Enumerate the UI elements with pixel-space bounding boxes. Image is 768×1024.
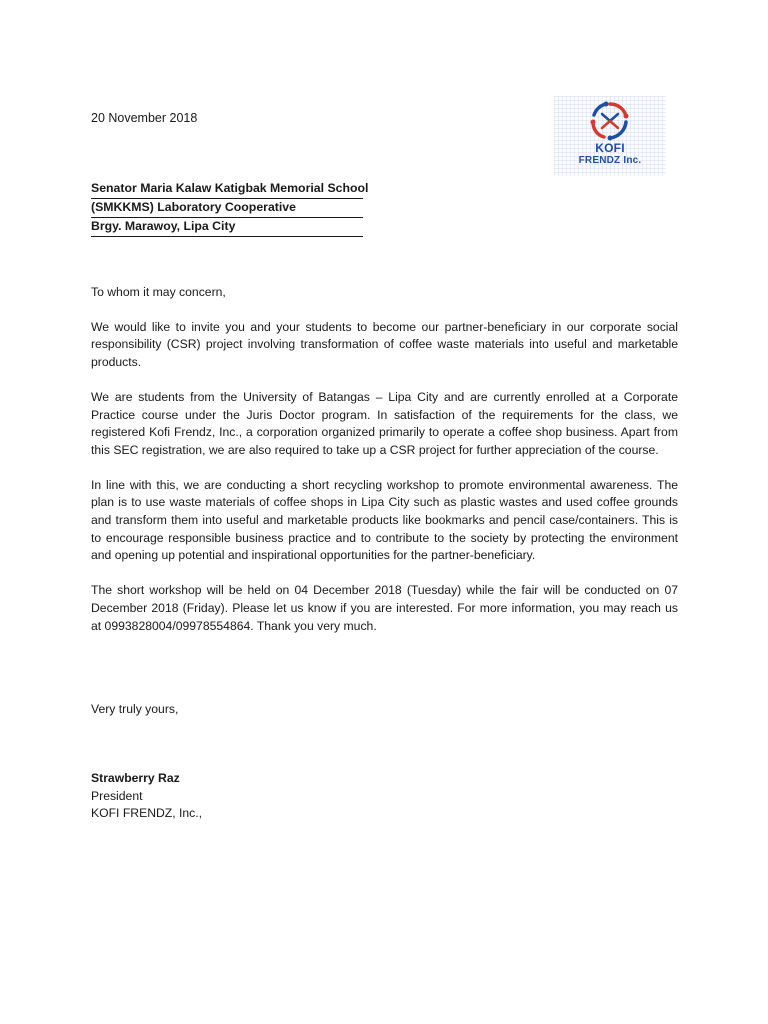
recipient-line-3: Brgy. Marawoy, Lipa City bbox=[91, 218, 363, 237]
letter-body bbox=[91, 284, 678, 652]
signatory-title: President bbox=[91, 788, 143, 803]
paragraph-background: We are students from the University of Batangas – Lipa City and are currently enrolled at a Corporate Practice course under the Juris Doctor program. In satisfaction of the requirements for the class, we registered Kofi Frendz, Inc., a corporation organized primarily to operate a coffee shop business. Apart from this SEC registration, we are also required to take up a CSR project for further appreciation of the course. bbox=[91, 389, 678, 457]
recipient-line-1: Senator Maria Kalaw Katigbak Memorial School bbox=[91, 180, 363, 199]
recipient-line-2: (SMKKMS) Laboratory Cooperative bbox=[91, 199, 363, 218]
hands-circle-logo-icon bbox=[588, 100, 632, 142]
paragraph-workshop: In line with this, we are conducting a short recycling workshop to promote environmental awareness. The plan is to use waste materials of coffee shops in Lipa City such as plastic wastes and used coffee grounds and transform them into useful and marketable products like bookmarks and pencil case/containers. This is to encourage responsible business practice and to contribute to the society by protecting the environment and opening up potential and inspirational opportunities for the partner-beneficiary. bbox=[91, 477, 678, 563]
logo-text-frendz: FRENDZ Inc. bbox=[578, 155, 642, 166]
paragraph-schedule: The short workshop will be held on 04 December 2018 (Tuesday) while the fair will be conducted on 07 December 2018 (Friday). Please let us know if you are interested. For more information, you may reach us at 0993828004/09978554864. Thank you very much. bbox=[91, 583, 678, 633]
greeting: To whom it may concern, bbox=[91, 285, 226, 299]
closing: Very truly yours, bbox=[91, 702, 179, 716]
company-logo bbox=[554, 96, 666, 176]
logo-text-kofi: KOFI bbox=[595, 141, 625, 155]
signature-block bbox=[91, 770, 202, 823]
signatory-name: Strawberry Raz bbox=[91, 771, 180, 785]
paragraph-invitation: We would like to invite you and your students to become our partner-beneficiary in our corporate social responsibility (CSR) project involving transformation of coffee waste materials into useful and marketable products. bbox=[91, 319, 678, 370]
letter-date: 20 November 2018 bbox=[91, 111, 198, 125]
signatory-company: KOFI FRENDZ, Inc., bbox=[91, 806, 203, 821]
recipient-address bbox=[91, 180, 369, 237]
